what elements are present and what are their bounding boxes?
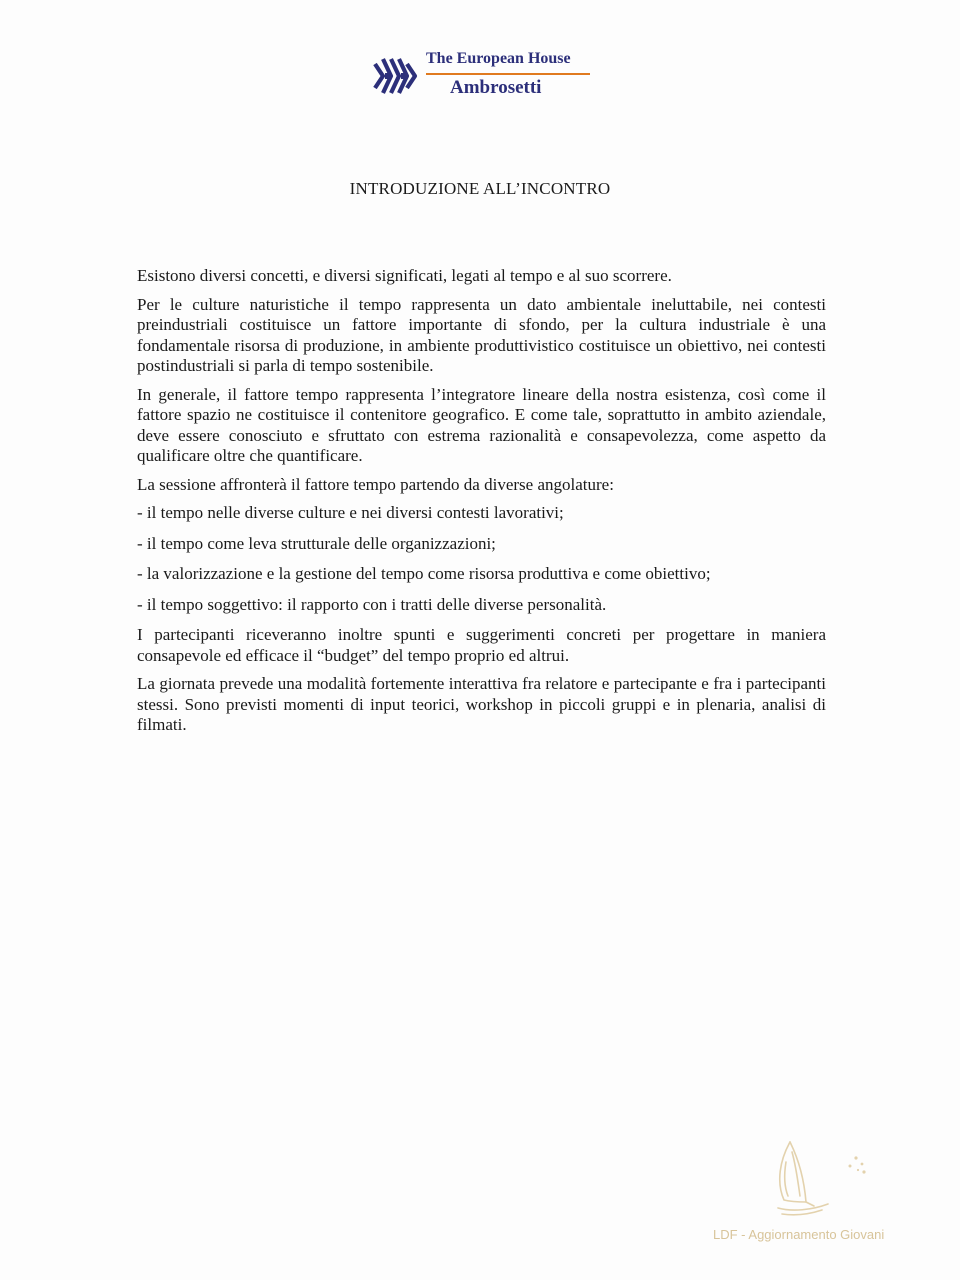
company-logo xyxy=(372,50,602,102)
logo-mark-icon xyxy=(372,56,420,96)
bullet-item: - la valorizzazione e la gestione del tempo come risorsa produttiva e come obiettivo; xyxy=(137,564,711,583)
bullet-item: - il tempo soggettivo: il rapporto con i tratti delle diverse personalità. xyxy=(137,594,607,614)
bullet-item: - il tempo nelle diverse culture e nei diversi contesti lavorativi; xyxy=(137,503,564,522)
document-body xyxy=(137,266,826,744)
document-title: INTRODUZIONE ALL’INCONTRO xyxy=(349,179,611,198)
footer-label: LDF - Aggiornamento Giovani xyxy=(713,1227,885,1242)
paragraph: Esistono diversi concetti, e diversi significati, legati al tempo e al suo scorrere. xyxy=(137,266,672,285)
paragraph: Per le culture naturistiche il tempo rappresenta un dato ambientale ineluttabile, nei contesti preindustriali costituisce un fattore importante di sfondo, per la cultura industriale è una fondamentale risorsa di produzione, in ambiente produttivistico costituisce un obiettivo, nei contesti postindustriali si parla di tempo sostenibile. xyxy=(137,294,826,375)
logo-text-line1: The European House xyxy=(426,50,571,67)
paragraph: La sessione affronterà il fattore tempo partendo da diverse angolature: xyxy=(137,474,614,494)
paragraph: In generale, il fattore tempo rappresenta l’integratore lineare della nostra esistenza, così come il fattore spazio ne costituisce il contenitore geografico. E come tale, soprattutto in ambito aziendale, deve essere conosciuto e sfruttato con estrema razionalità e consapevolezza, come aspetto da qualificare oltre che quantificare. xyxy=(137,384,826,465)
sailboat-icon xyxy=(770,1138,880,1228)
logo-divider xyxy=(426,73,590,75)
bullet-item: - il tempo come leva strutturale delle organizzazioni; xyxy=(137,533,496,553)
logo-text-line2: Ambrosetti xyxy=(450,77,542,98)
paragraph: I partecipanti riceveranno inoltre spunti e suggerimenti concreti per progettare in maniera consapevole ed efficace il “budget” del tempo proprio ed altrui. xyxy=(137,625,826,665)
paragraph: La giornata prevede una modalità fortemente interattiva fra relatore e partecipante e fra i partecipanti stessi. Sono previsti momenti di input teorici, workshop in piccoli gruppi e in plenaria, analisi di filmati. xyxy=(137,674,826,734)
